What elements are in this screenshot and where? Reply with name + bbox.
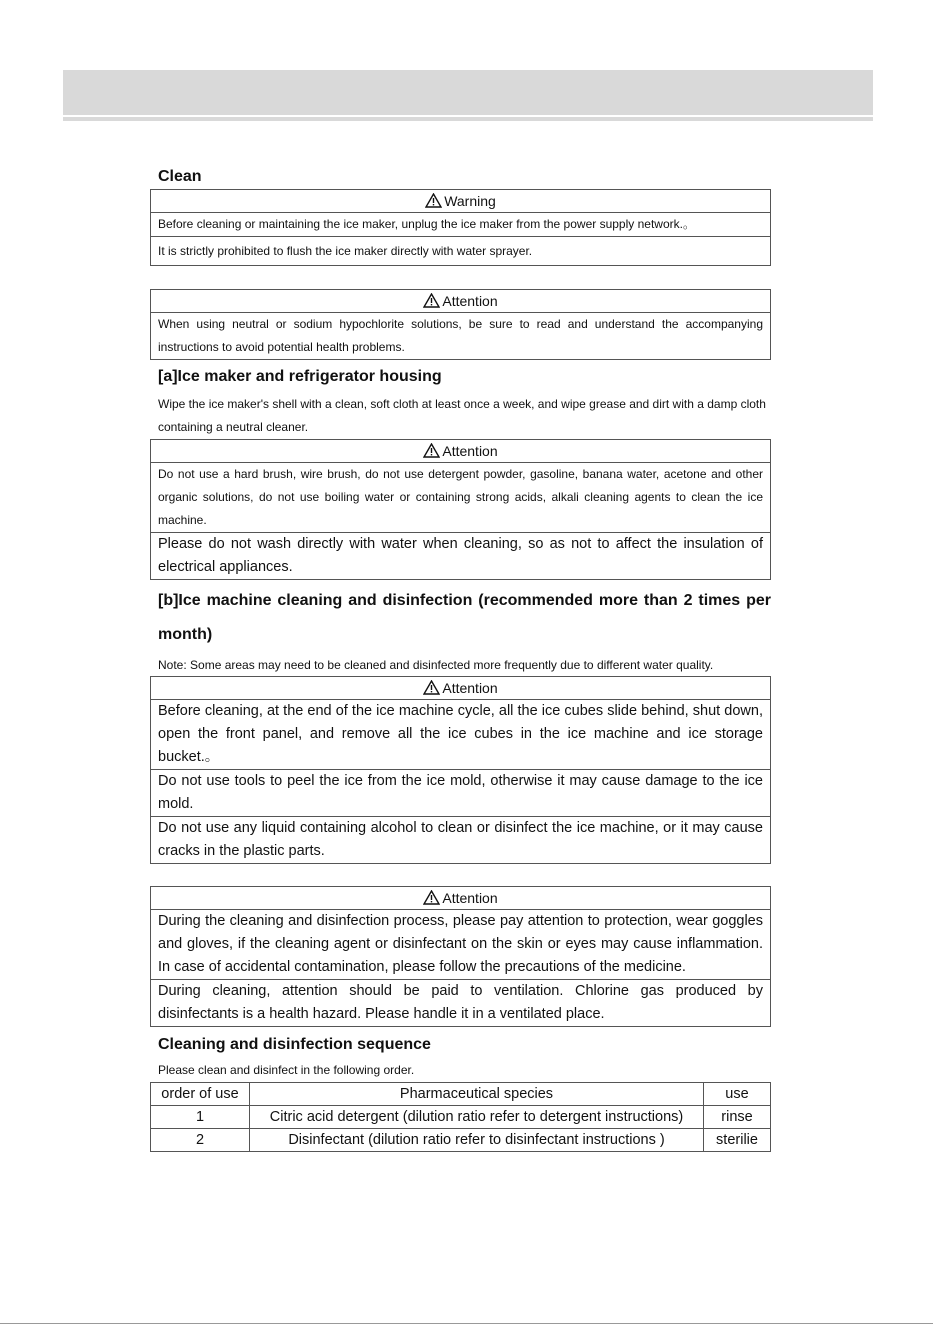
attention-box-4 xyxy=(150,886,771,1027)
section-b-note: Note: Some areas may need to be cleaned and disinfected more frequently due to different water quality. xyxy=(158,658,714,672)
warning-box-head xyxy=(151,190,770,213)
attention-box-3 xyxy=(150,676,771,864)
attention-box-1 xyxy=(150,289,771,360)
attention-3-row-1: Before cleaning, at the end of the ice machine cycle, all the ice cubes slide behind, shut down, open the front panel, and remove all the ice cubes in the ice machine and ice storage bucket.。 xyxy=(151,700,770,770)
warning-triangle-icon xyxy=(423,680,440,695)
table-cell: 1 xyxy=(151,1106,250,1129)
attention-heading: Attention xyxy=(442,293,498,309)
section-a-text: Wipe the ice maker's shell with a clean, soft cloth at least once a week, and wipe grease and dirt with a damp cloth containing a neutral cleaner. xyxy=(158,397,766,434)
sequence-title: Cleaning and disinfection sequence xyxy=(158,1036,431,1053)
header-rule xyxy=(63,117,873,121)
warning-row-1: Before cleaning or maintaining the ice maker, unplug the ice maker from the power supply network.。 xyxy=(151,213,770,237)
warning-row-2: It is strictly prohibited to flush the ice maker directly with water sprayer. xyxy=(158,244,533,258)
table-header-cell: order of use xyxy=(151,1083,250,1106)
header-bar xyxy=(63,70,873,115)
table-cell: 2 xyxy=(151,1129,250,1152)
attention-box-3-head xyxy=(151,677,770,700)
section-a-title: [a]Ice maker and refrigerator housing xyxy=(158,368,442,385)
attention-2-row-1: Do not use a hard brush, wire brush, do not use detergent powder, gasoline, banana water, acetone and other organic solutions, do not use boiling water or containing strong acids, alkali cleaning agents to clean the ice machine. xyxy=(151,463,770,533)
warning-triangle-icon xyxy=(425,193,442,208)
table-cell: rinse xyxy=(704,1106,771,1129)
table-cell: Citric acid detergent (dilution ratio refer to detergent instructions) xyxy=(250,1106,704,1129)
warning-triangle-icon xyxy=(423,890,440,905)
table-row xyxy=(151,1106,771,1129)
page-content xyxy=(150,165,771,1152)
attention-box-2 xyxy=(150,439,771,580)
table-header-cell: Pharmaceutical species xyxy=(250,1083,704,1106)
table-header-cell: use xyxy=(704,1083,771,1106)
attention-1-row-1: When using neutral or sodium hypochlorite solutions, be sure to read and understand the accompanying instructions to avoid potential health problems. xyxy=(158,317,763,354)
attention-3-row-2: Do not use tools to peel the ice from the ice mold, otherwise it may cause damage to the ice mold. xyxy=(151,770,770,817)
table-cell: sterilie xyxy=(704,1129,771,1152)
warning-triangle-icon xyxy=(423,443,440,458)
table-header-row xyxy=(151,1083,771,1106)
section-b-title: [b]Ice machine cleaning and disinfection (recommended more than 2 times per month) xyxy=(158,592,771,643)
sequence-table xyxy=(150,1082,771,1152)
attention-heading: Attention xyxy=(442,680,498,696)
warning-box xyxy=(150,189,771,266)
warning-heading: Warning xyxy=(444,193,496,209)
attention-3-row-3: Do not use any liquid containing alcohol to clean or disinfect the ice machine, or it may cause cracks in the plastic parts. xyxy=(158,820,763,859)
clean-title: Clean xyxy=(158,168,202,185)
attention-box-1-head xyxy=(151,290,770,313)
attention-4-row-1: During the cleaning and disinfection process, please pay attention to protection, wear goggles and gloves, if the cleaning agent or disinfectant on the skin or eyes may cause inflammation. In case of accidental contamination, please follow the precautions of the medicine. xyxy=(151,910,770,980)
table-cell: Disinfectant (dilution ratio refer to disinfectant instructions ) xyxy=(250,1129,704,1152)
attention-heading: Attention xyxy=(442,890,498,906)
attention-4-row-2: During cleaning, attention should be paid to ventilation. Chlorine gas produced by disinfectants is a health hazard. Please handle it in a ventilated place. xyxy=(158,983,763,1022)
warning-triangle-icon xyxy=(423,293,440,308)
attention-2-row-2: Please do not wash directly with water when cleaning, so as not to affect the insulation of electrical appliances. xyxy=(158,536,763,575)
attention-heading: Attention xyxy=(442,443,498,459)
table-row xyxy=(151,1129,771,1152)
attention-box-4-head xyxy=(151,887,770,910)
sequence-intro: Please clean and disinfect in the following order. xyxy=(158,1063,415,1077)
attention-box-2-head xyxy=(151,440,770,463)
